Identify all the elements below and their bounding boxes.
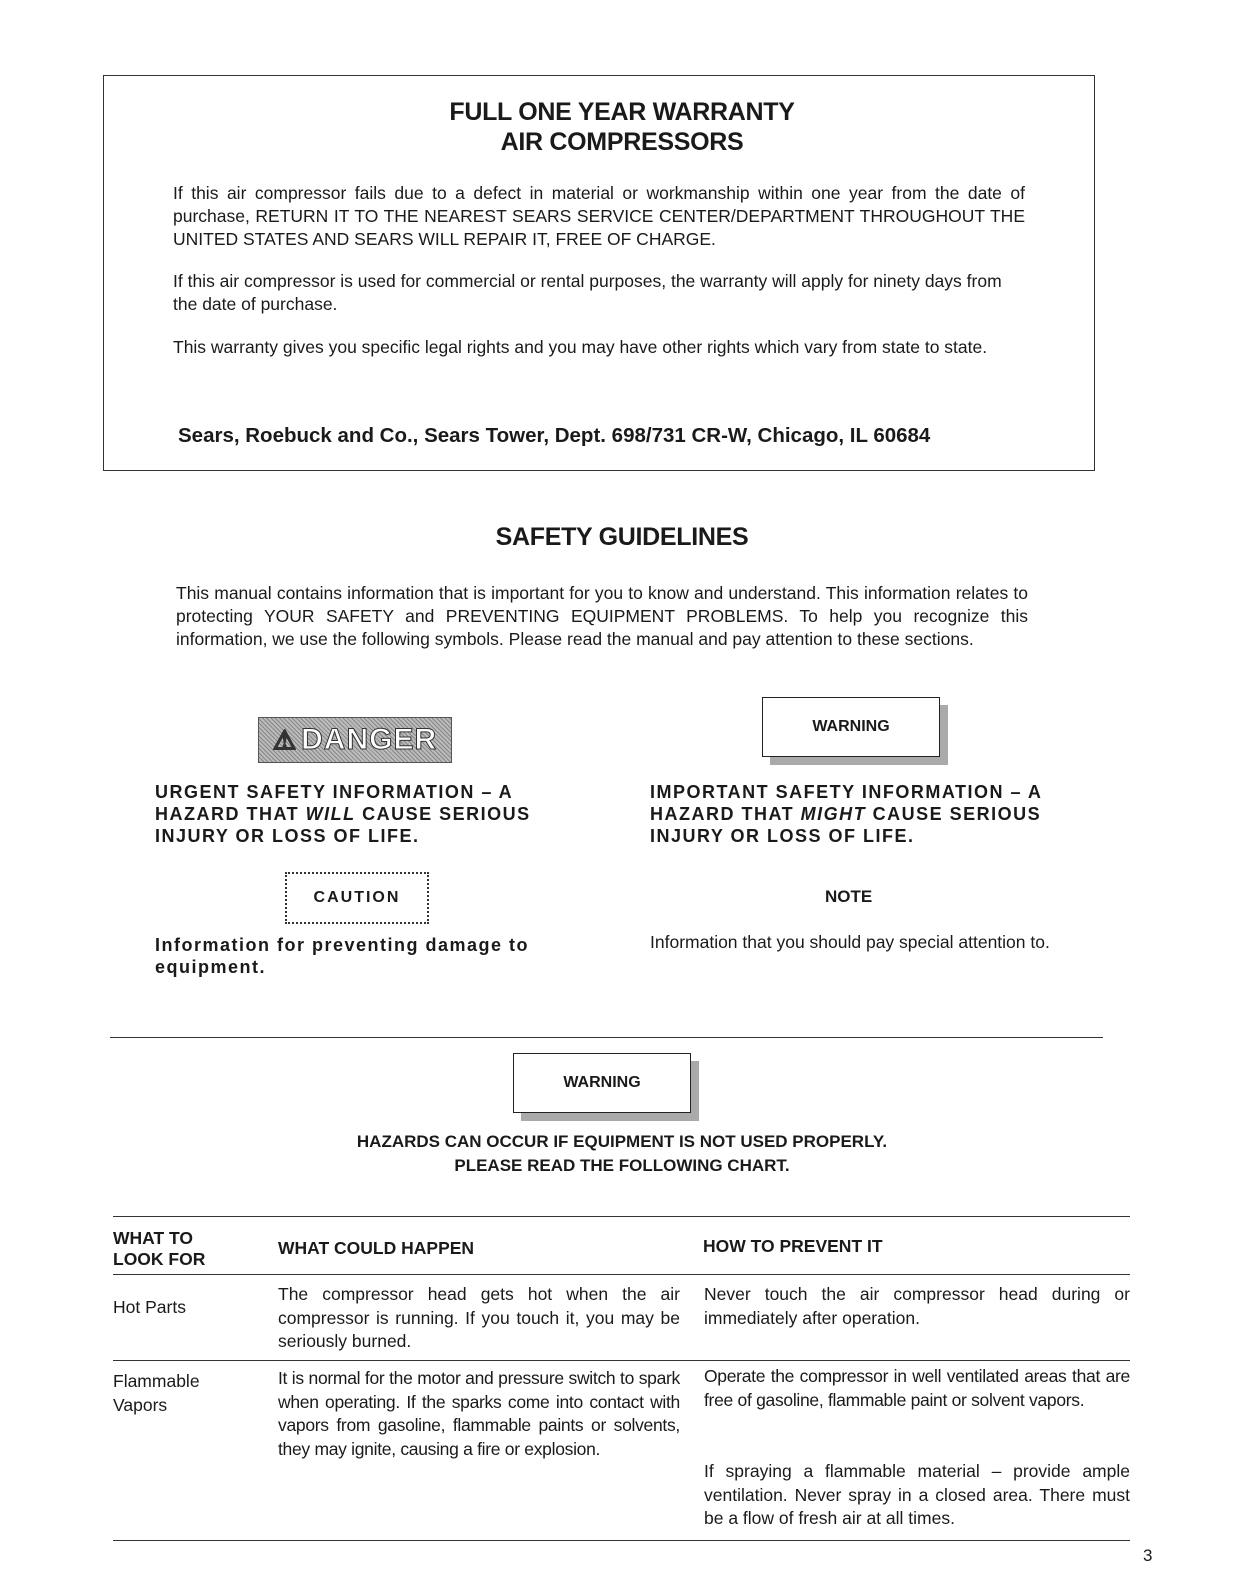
- warranty-paragraph: If this air compressor fails due to a defect in material or workmanship within one year from the date of purchase, RETURN IT TO THE NEAREST SEARS SERVICE CENTER/DEPARTMENT THROUGHOUT THE UNITED STATES AND SEARS WILL REPAIR IT, FREE OF CHARGE.: [173, 183, 1025, 249]
- danger-label: DANGER: [301, 723, 438, 756]
- sears-address: Sears, Roebuck and Co., Sears Tower, Dept. 698/731 CR-W, Chicago, IL 60684: [178, 424, 931, 447]
- page-number: 3: [1143, 1546, 1153, 1565]
- table-bottom-rule: [113, 1540, 1130, 1541]
- table-cell: Hot Parts: [113, 1297, 186, 1317]
- danger-symbol: [258, 717, 452, 763]
- warning-symbol: WARNING: [513, 1053, 691, 1113]
- hazards-line: PLEASE READ THE FOLLOWING CHART.: [454, 1156, 790, 1175]
- table-rule: [113, 1360, 1130, 1361]
- warranty-paragraph: If this air compressor is used for commercial or rental purposes, the warranty will apply for ninety days from the date of purchase.: [173, 271, 1002, 314]
- warning-description: IMPORTANT SAFETY INFORMATION – A HAZARD THAT MIGHT CAUSE SERIOUS INJURY OR LOSS OF LIFE.: [650, 782, 1042, 846]
- caution-symbol: CAUTION: [285, 872, 429, 924]
- note-description: Information that you should pay special attention to.: [650, 932, 1050, 952]
- danger-description: URGENT SAFETY INFORMATION – A HAZARD THAT WILL CAUSE SERIOUS INJURY OR LOSS OF LIFE.: [155, 782, 531, 846]
- safety-title: SAFETY GUIDELINES: [495, 523, 749, 551]
- safety-intro: This manual contains information that is important for you to know and understand. This information relates to protecting YOUR SAFETY and PREVENTING EQUIPMENT PROBLEMS. To help you recognize this information, we use the following symbols. Please read the manual and pay attention to these sections.: [176, 583, 1028, 649]
- warning-triangle-icon: ⚠: [272, 724, 298, 755]
- hazards-line: HAZARDS CAN OCCUR IF EQUIPMENT IS NOT USED PROPERLY.: [356, 1132, 888, 1151]
- table-cell: Flammable Vapors: [113, 1371, 200, 1415]
- table-header: HOW TO PREVENT IT: [703, 1236, 883, 1256]
- table-cell: Never touch the air compressor head during or immediately after operation.: [704, 1284, 1130, 1328]
- table-rule: [113, 1274, 1130, 1275]
- note-label: NOTE: [825, 887, 873, 906]
- table-cell: The compressor head gets hot when the air compressor is running. If you touch it, you may be seriously burned.: [278, 1284, 680, 1351]
- caution-description: Information for preventing damage to equipment.: [155, 935, 530, 977]
- warning-symbol: WARNING: [762, 697, 940, 757]
- warranty-title: FULL ONE YEAR WARRANTY: [449, 98, 795, 126]
- table-cell: If spraying a flammable material – provide ample ventilation. Never spray in a closed area. There must be a flow of fresh air at all times.: [704, 1461, 1130, 1528]
- table-cell: Operate the compressor in well ventilated areas that are free of gasoline, flammable paint or solvent vapors.: [704, 1366, 1130, 1410]
- divider: [110, 1037, 1103, 1038]
- table-top-rule: [113, 1216, 1130, 1217]
- warranty-subtitle: AIR COMPRESSORS: [500, 128, 744, 156]
- table-cell: It is normal for the motor and pressure switch to spark when operating. If the sparks come into contact with vapors from gasoline, flammable paints or solvents, they may ignite, causing a fire or explosion.: [278, 1368, 680, 1459]
- table-header: WHAT TO LOOK FOR: [113, 1228, 206, 1269]
- table-header: WHAT COULD HAPPEN: [278, 1238, 475, 1258]
- warranty-paragraph: This warranty gives you specific legal rights and you may have other rights which vary from state to state.: [173, 337, 988, 357]
